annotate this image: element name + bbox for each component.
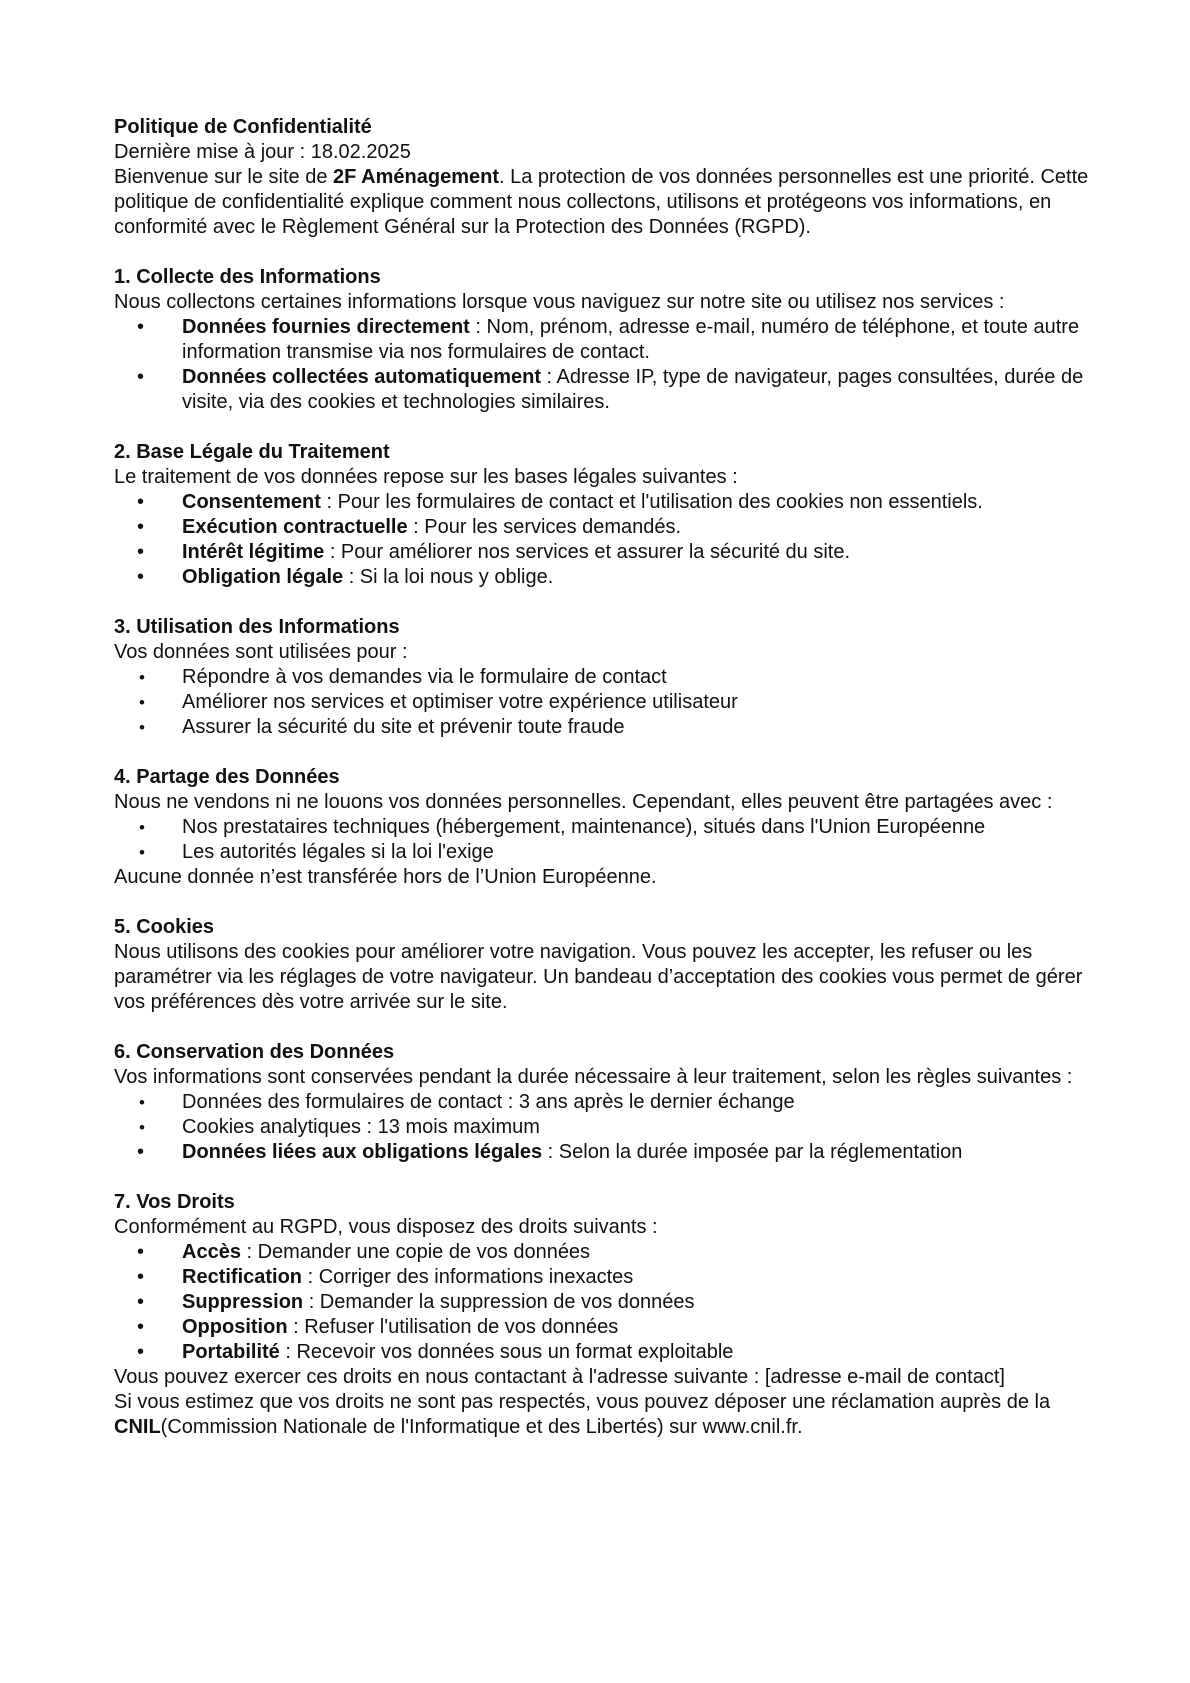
section-droits xyxy=(114,1190,1114,1440)
bullet-list xyxy=(114,815,1114,865)
list-item xyxy=(114,1340,1114,1365)
section-heading: 3. Utilisation des Informations xyxy=(114,616,400,638)
list-item-term: Suppression xyxy=(182,1291,304,1313)
list-item-text: : Nom, prénom, adresse e-mail, numéro de téléphone, et toute autre information transmise via nos formulaires de contact. xyxy=(182,316,1080,363)
list-item-term: Données collectées automatiquement xyxy=(182,366,541,388)
list-item: • Données des formulaires de contact : 3 ans après le dernier échange xyxy=(114,1090,1114,1115)
list-item xyxy=(114,365,1114,415)
list-item-term: Opposition xyxy=(182,1316,288,1338)
company-name: 2F Aménagement xyxy=(333,166,499,188)
section-heading: 2. Base Légale du Traitement xyxy=(114,441,390,463)
list-item: • Répondre à vos demandes via le formulaire de contact xyxy=(114,665,1114,690)
section-cookies xyxy=(114,915,1114,1015)
complaint-text-end: (Commission Nationale de l'Informatique et des Libertés) sur www.cnil.fr. xyxy=(160,1416,803,1438)
bullet-list xyxy=(114,1090,1114,1165)
section-heading: 5. Cookies xyxy=(114,916,215,938)
list-item-text: : Pour les services demandés. xyxy=(407,516,682,538)
last-updated: Dernière mise à jour : 18.02.2025 xyxy=(114,141,411,163)
list-item xyxy=(114,515,1114,540)
document-title: Politique de Confidentialité xyxy=(114,116,372,138)
section-intro: Vos données sont utilisées pour : xyxy=(114,641,408,663)
list-item: • Les autorités légales si la loi l'exige xyxy=(114,840,1114,865)
list-item-term: Données fournies directement xyxy=(182,316,470,338)
list-item xyxy=(114,1290,1114,1315)
list-item-term: Rectification xyxy=(182,1266,303,1288)
section-collecte xyxy=(114,265,1114,415)
section-body: Nous utilisons des cookies pour améliorer votre navigation. Vous pouvez les accepter, les refuser ou les paramétrer via les réglages de votre navigateur. Un bandeau d’acceptation des cookies vous permet de gérer vos préférences dès votre arrivée sur le site. xyxy=(114,941,1083,1013)
bullet-list xyxy=(114,1240,1114,1365)
list-item-text: : Recevoir vos données sous un format exploitable xyxy=(279,1341,734,1363)
list-item-term: Exécution contractuelle xyxy=(182,516,408,538)
list-item: • Cookies analytiques : 13 mois maximum xyxy=(114,1115,1114,1140)
section-utilisation xyxy=(114,615,1114,740)
section-partage xyxy=(114,765,1114,890)
list-item-text: : Corriger des informations inexactes xyxy=(302,1266,634,1288)
section-intro: Nous ne vendons ni ne louons vos données personnelles. Cependant, elles peuvent être partagées avec : xyxy=(114,791,1053,813)
list-item xyxy=(114,1315,1114,1340)
bullet-list xyxy=(114,665,1114,740)
list-item-text: : Adresse IP, type de navigateur, pages consultées, durée de visite, via des cookies et technologies similaires. xyxy=(182,366,1084,413)
list-item xyxy=(114,540,1114,565)
list-item-term: Intérêt légitime xyxy=(182,541,325,563)
list-item-term: Obligation légale xyxy=(182,566,344,588)
list-item-term: Consentement xyxy=(182,491,321,513)
section-heading: 6. Conservation des Données xyxy=(114,1041,395,1063)
section-intro: Conformément au RGPD, vous disposez des droits suivants : xyxy=(114,1216,658,1238)
document-page xyxy=(114,115,1114,1440)
section-heading: 1. Collecte des Informations xyxy=(114,266,381,288)
section-heading: 4. Partage des Données xyxy=(114,766,340,788)
cnil-term: CNIL xyxy=(114,1416,161,1438)
intro-paragraph xyxy=(114,165,1114,240)
list-item xyxy=(114,1240,1114,1265)
bullet-list xyxy=(114,315,1114,415)
complaint-paragraph xyxy=(114,1390,1114,1440)
list-item: • Assurer la sécurité du site et prévenir toute fraude xyxy=(114,715,1114,740)
list-item-term: Accès xyxy=(182,1241,241,1263)
list-item-term: Données liées aux obligations légales xyxy=(182,1141,543,1163)
section-intro: Nous collectons certaines informations lorsque vous naviguez sur notre site ou utilisez nos services : xyxy=(114,291,1005,313)
list-item-text: : Pour améliorer nos services et assurer la sécurité du site. xyxy=(324,541,851,563)
list-item-text: : Demander une copie de vos données xyxy=(240,1241,591,1263)
list-item xyxy=(114,315,1114,365)
section-heading: 7. Vos Droits xyxy=(114,1191,235,1213)
section-conservation xyxy=(114,1040,1114,1165)
intro-text-end: . La protection de vos données personnelles est une priorité. Cette politique de confidentialité explique comment nous collectons, utilisons et protégeons vos informations, en conformité avec le Règlement Général sur la Protection des Données (RGPD). xyxy=(114,166,1089,238)
list-item xyxy=(114,490,1114,515)
contact-paragraph: Vous pouvez exercer ces droits en nous contactant à l'adresse suivante : [adresse e-mail de contact] xyxy=(114,1366,1005,1388)
list-item xyxy=(114,565,1114,590)
list-item-text: : Refuser l'utilisation de vos données xyxy=(287,1316,619,1338)
section-intro: Vos informations sont conservées pendant la durée nécessaire à leur traitement, selon les règles suivantes : xyxy=(114,1066,1073,1088)
list-item xyxy=(114,1265,1114,1290)
section-base-legale xyxy=(114,440,1114,590)
list-item xyxy=(114,1140,1114,1165)
list-item-term: Portabilité xyxy=(182,1341,280,1363)
intro-text-start: Bienvenue sur le site de xyxy=(114,166,334,188)
section-outro: Aucune donnée n’est transférée hors de l’Union Européenne. xyxy=(114,866,657,888)
bullet-list xyxy=(114,490,1114,590)
list-item-text: : Si la loi nous y oblige. xyxy=(343,566,554,588)
complaint-text-start: Si vous estimez que vos droits ne sont pas respectés, vous pouvez déposer une réclamation auprès de la xyxy=(114,1391,1051,1413)
list-item-text: : Demander la suppression de vos données xyxy=(303,1291,695,1313)
section-intro: Le traitement de vos données repose sur les bases légales suivantes : xyxy=(114,466,738,488)
list-item: • Améliorer nos services et optimiser votre expérience utilisateur xyxy=(114,690,1114,715)
list-item-text: : Selon la durée imposée par la réglementation xyxy=(542,1141,963,1163)
list-item: • Nos prestataires techniques (hébergement, maintenance), situés dans l'Union Européenne xyxy=(114,815,1114,840)
list-item-text: : Pour les formulaires de contact et l'utilisation des cookies non essentiels. xyxy=(320,491,983,513)
